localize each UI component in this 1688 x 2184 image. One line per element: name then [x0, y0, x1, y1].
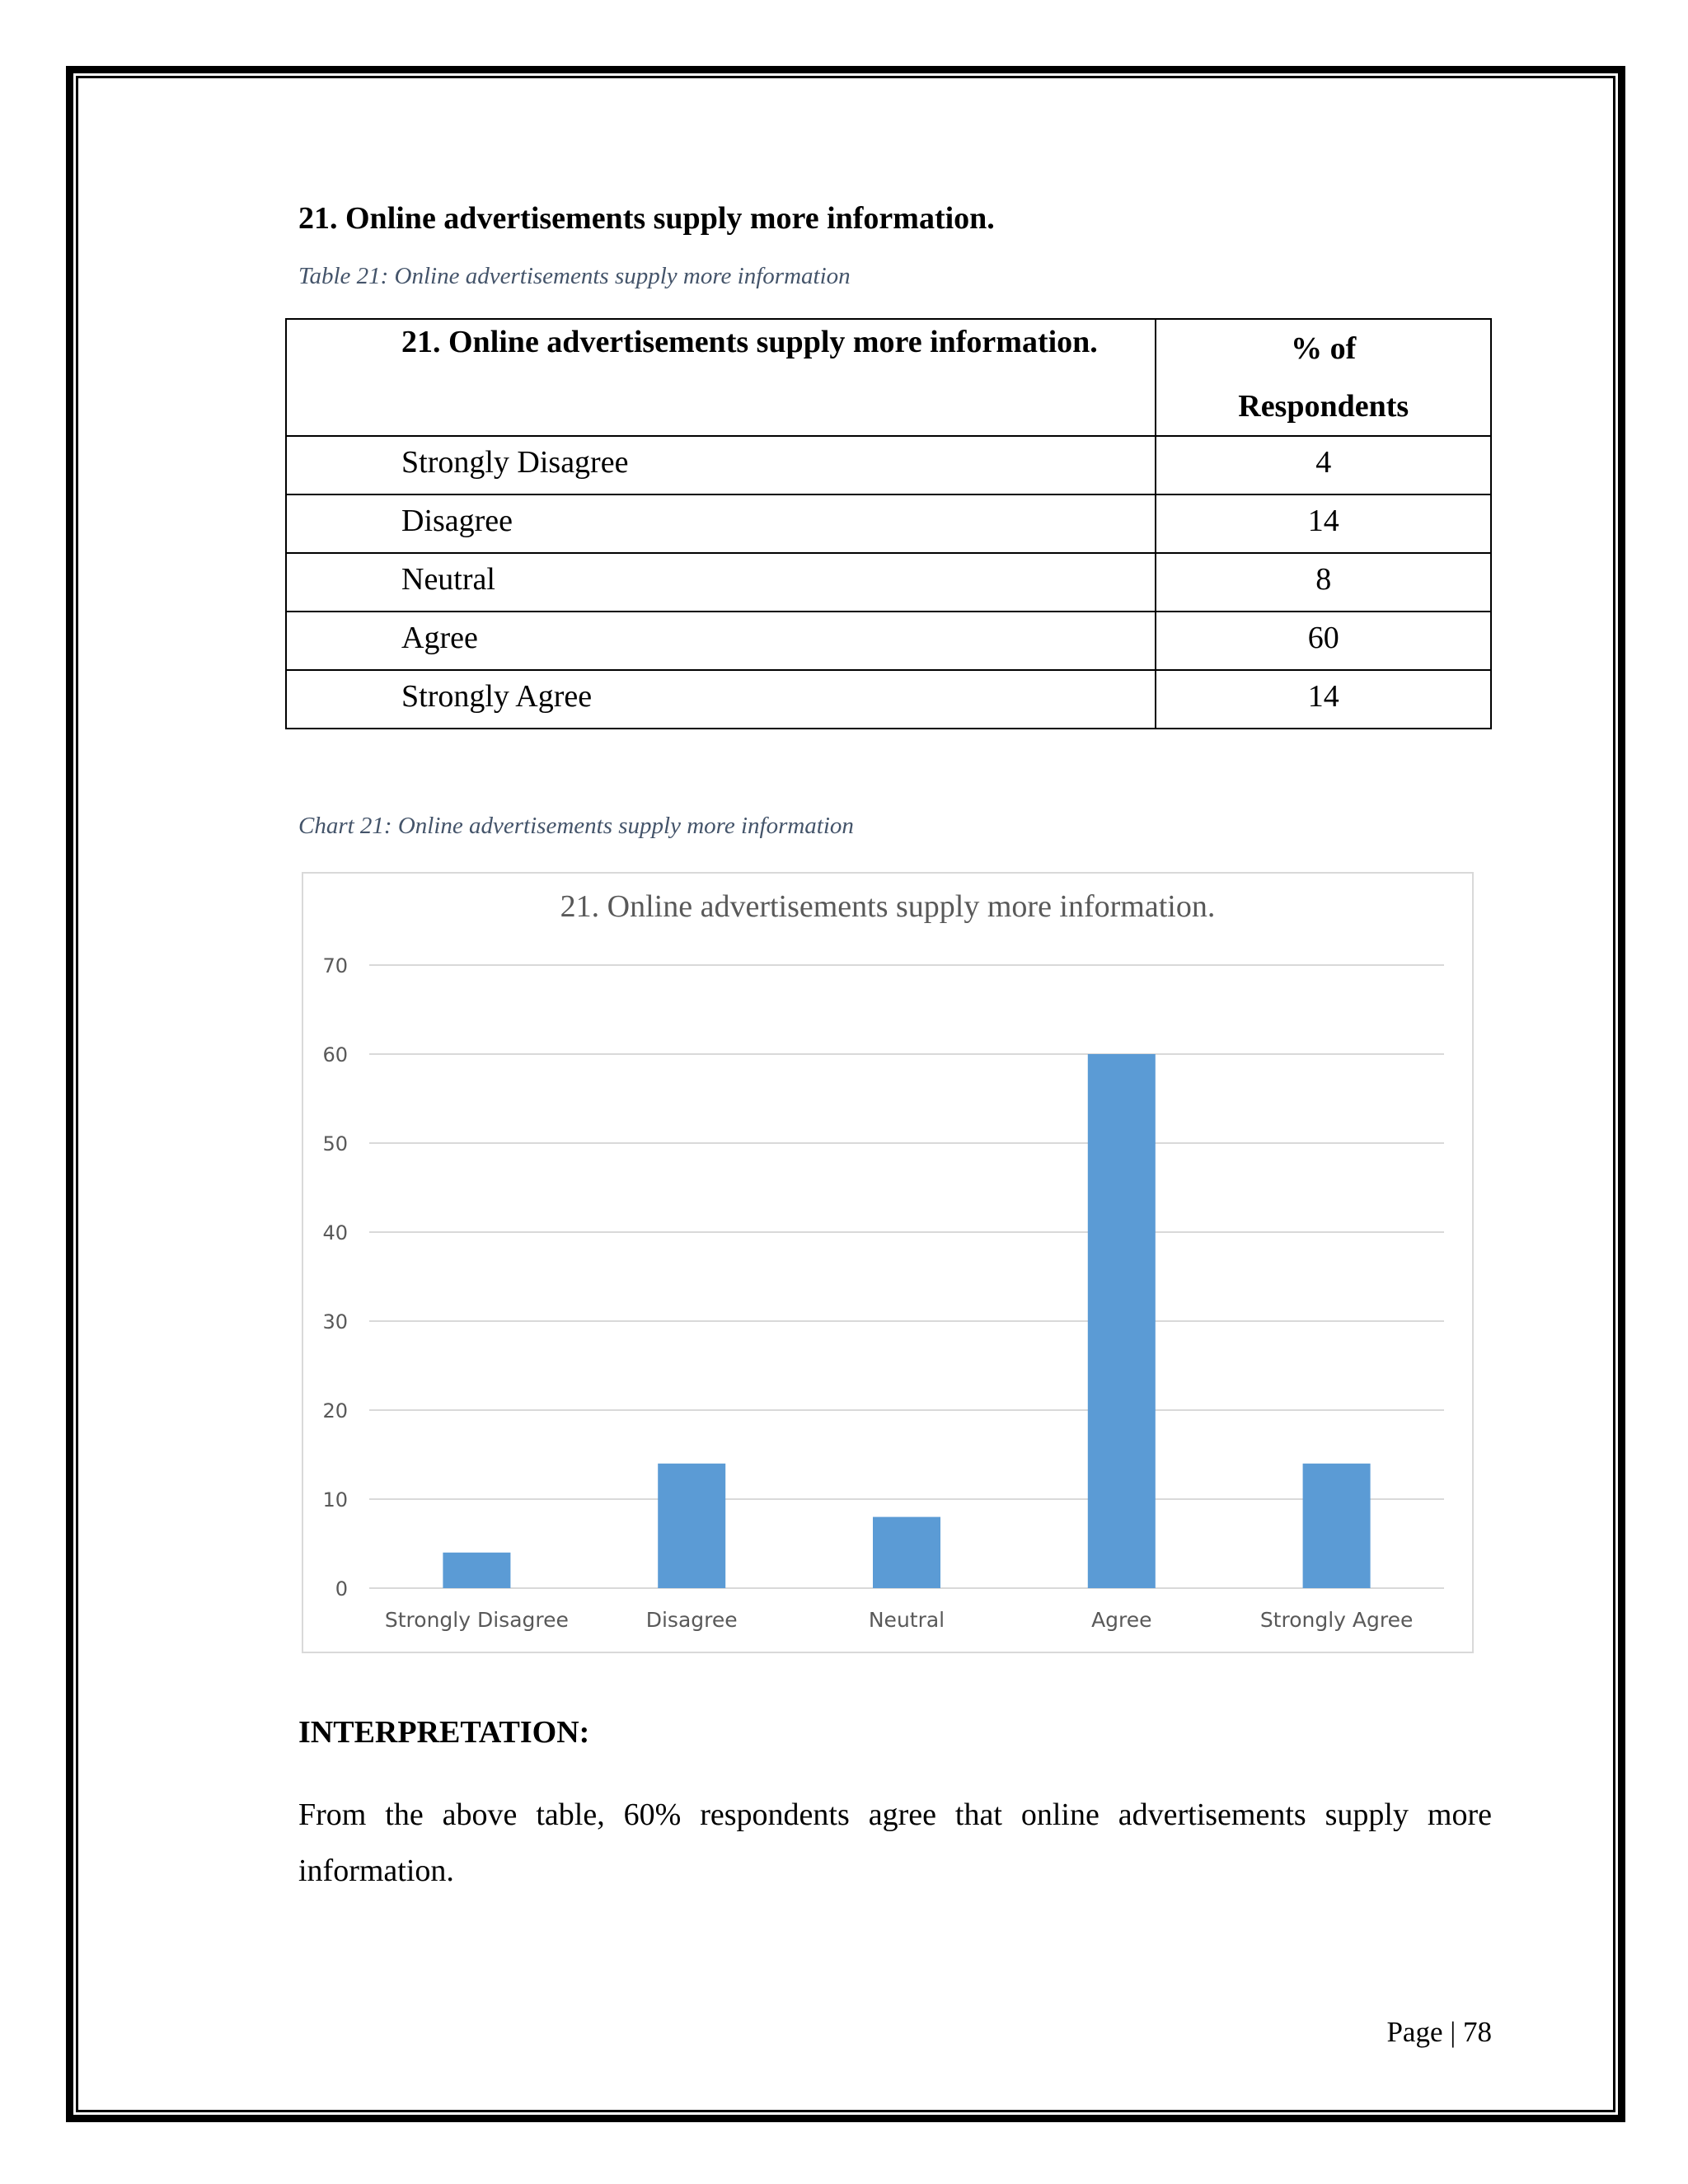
- x-tick-label: Disagree: [645, 1608, 738, 1632]
- table-cell-label: Strongly Disagree: [286, 436, 1156, 494]
- y-tick-label: 0: [335, 1577, 348, 1601]
- table-cell-label: Disagree: [286, 494, 1156, 553]
- chart-caption: Chart 21: Online advertisements supply more information: [298, 813, 854, 839]
- bar-chart-svg: [303, 874, 1472, 1652]
- table-row: [286, 670, 1491, 729]
- x-tick-label: Strongly Agree: [1259, 1608, 1414, 1632]
- chart-gridlines: [369, 965, 1444, 1588]
- table-cell-label: Agree: [286, 612, 1156, 670]
- bar-strongly-disagree: [443, 1553, 510, 1588]
- bar-agree: [1088, 1054, 1156, 1588]
- table-header-row: [286, 319, 1491, 436]
- table-cell-value: 60: [1156, 612, 1491, 670]
- table-cell-label: Neutral: [286, 553, 1156, 612]
- table-cell-value: 8: [1156, 553, 1491, 612]
- table-header-value-line1: % of: [1291, 331, 1357, 366]
- table-header-label: 21. Online advertisements supply more information.: [286, 319, 1156, 436]
- table-row: [286, 553, 1491, 612]
- responses-table: [285, 318, 1492, 729]
- table-cell-value: 4: [1156, 436, 1491, 494]
- y-tick-label: 50: [322, 1132, 348, 1155]
- y-tick-label: 40: [322, 1221, 348, 1244]
- y-tick-label: 70: [322, 954, 348, 977]
- interpretation-text: From the above table, 60% respondents agree that online advertisements supply more information.: [298, 1797, 1492, 1888]
- bar-disagree: [658, 1464, 725, 1588]
- table-row: [286, 436, 1491, 494]
- chart-y-axis: [322, 954, 348, 1601]
- x-tick-label: Strongly Disagree: [384, 1608, 569, 1632]
- chart-x-axis: [385, 1608, 1413, 1632]
- y-tick-label: 10: [322, 1488, 348, 1511]
- table-row: [286, 494, 1491, 553]
- y-tick-label: 30: [322, 1310, 348, 1333]
- table-caption: Table 21: Online advertisements supply more information: [298, 263, 851, 289]
- table-row: [286, 612, 1491, 670]
- interpretation-title: INTERPRETATION:: [298, 1715, 590, 1750]
- table-cell-value: 14: [1156, 494, 1491, 553]
- table-header-value: [1156, 319, 1491, 436]
- x-tick-label: Neutral: [868, 1608, 945, 1632]
- table-cell-value: 14: [1156, 670, 1491, 729]
- x-tick-label: Agree: [1091, 1608, 1152, 1632]
- y-tick-label: 20: [322, 1399, 348, 1422]
- bar-chart: [302, 872, 1474, 1653]
- bar-neutral: [873, 1517, 940, 1588]
- section-heading: 21. Online advertisements supply more information.: [298, 201, 995, 236]
- chart-title: 21. Online advertisements supply more information.: [560, 889, 1216, 924]
- bar-strongly-agree: [1303, 1464, 1371, 1588]
- table-cell-label: Strongly Agree: [286, 670, 1156, 729]
- y-tick-label: 60: [322, 1043, 348, 1066]
- page-number: Page | 78: [1386, 2016, 1492, 2048]
- table-header-value-line2: Respondents: [1238, 389, 1409, 424]
